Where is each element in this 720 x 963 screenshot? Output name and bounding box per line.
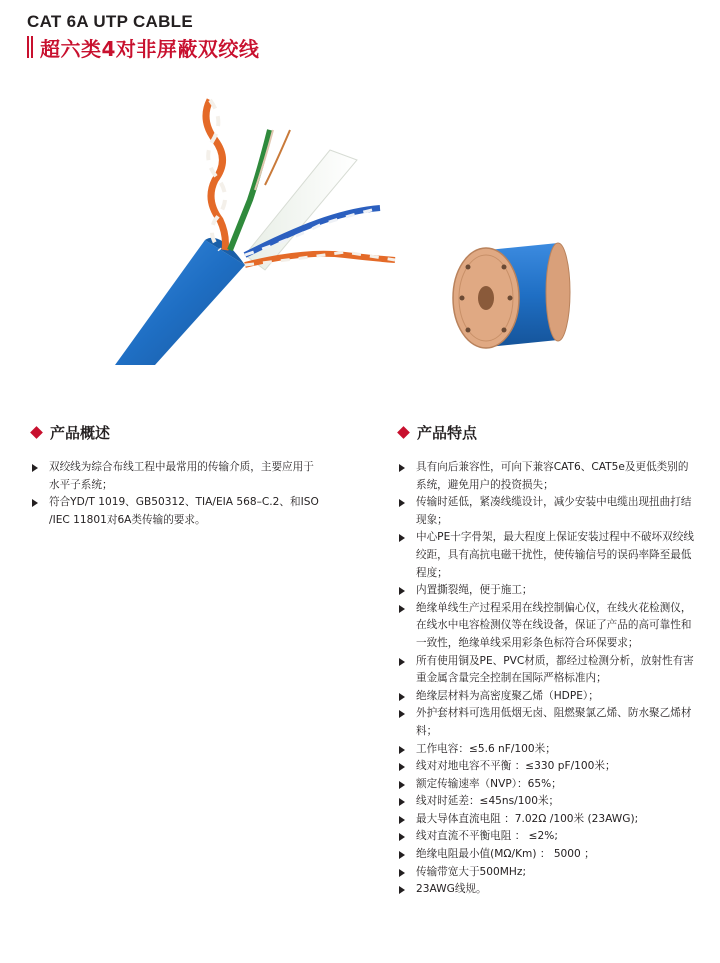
list-item bbox=[399, 828, 695, 846]
list-item bbox=[399, 811, 695, 829]
overview-list bbox=[32, 459, 322, 529]
triangle-bullet-icon bbox=[399, 851, 405, 859]
list-item-text: 最大导体直流电阻 ：7.02Ω /100米 (23AWG); bbox=[416, 812, 639, 825]
list-item-text: 额定传输速率（NVP）：65%； bbox=[416, 777, 562, 790]
triangle-bullet-icon bbox=[399, 464, 405, 472]
title-accent-bar bbox=[27, 36, 29, 58]
title-cn-wrap bbox=[27, 34, 259, 60]
list-item bbox=[399, 793, 695, 811]
triangle-bullet-icon bbox=[399, 763, 405, 771]
features-title: 产品特点 bbox=[417, 423, 478, 442]
title-accent-bar bbox=[31, 36, 33, 58]
list-item-text: 线对对地电容不平衡 ：≤330 pF/100米； bbox=[416, 760, 616, 773]
triangle-bullet-icon bbox=[32, 464, 38, 472]
title-cn: 超六类4对非屏蔽双绞线 bbox=[40, 36, 260, 61]
list-item-text: 双绞线为综合布线工程中最常用的传输介质，主要应用于水平子系统； bbox=[49, 461, 314, 491]
list-item bbox=[399, 688, 695, 706]
triangle-bullet-icon bbox=[399, 833, 405, 841]
list-item-text: 绝缘电阻最小值(MΩ/Km) ： 5000 ； bbox=[416, 848, 595, 861]
triangle-bullet-icon bbox=[399, 534, 405, 542]
list-item-text: 工作电容：≤5.6 nF/100米； bbox=[416, 742, 556, 755]
list-item-text: 具有向后兼容性，可向下兼容CAT6、CAT5e及更低类别的系统，避免用户的投资损失； bbox=[416, 461, 689, 491]
list-item bbox=[399, 846, 695, 864]
triangle-bullet-icon bbox=[399, 693, 405, 701]
title-en: CAT 6A UTP CABLE bbox=[27, 12, 193, 31]
list-item-text: 传输时延低，紧凑线缆设计，减少安装中电缆出现扭曲打结现象； bbox=[416, 496, 692, 526]
triangle-bullet-icon bbox=[399, 587, 405, 595]
features-list bbox=[399, 459, 695, 899]
list-item bbox=[399, 582, 695, 600]
list-item-text: 传输带宽大于500MHz; bbox=[416, 865, 527, 878]
list-item bbox=[399, 494, 695, 529]
cable-reel-image bbox=[448, 235, 578, 360]
list-item-text: 内置撕裂绳，便于施工； bbox=[416, 584, 533, 597]
triangle-bullet-icon bbox=[399, 869, 405, 877]
triangle-bullet-icon bbox=[399, 781, 405, 789]
triangle-bullet-icon bbox=[399, 746, 405, 754]
triangle-bullet-icon bbox=[399, 798, 405, 806]
list-item bbox=[399, 741, 695, 759]
triangle-bullet-icon bbox=[399, 499, 405, 507]
list-item bbox=[32, 494, 322, 529]
list-item-text: 所有使用铜及PE、PVC材质，都经过检测分析，放射性有害重金属含量完全控制在国际严格标准内； bbox=[416, 654, 694, 685]
diamond-icon bbox=[30, 426, 43, 439]
list-item-text: 绝缘层材料为高密度聚乙烯（HDPE）； bbox=[416, 689, 599, 702]
overview-title: 产品概述 bbox=[50, 423, 111, 442]
list-item bbox=[399, 459, 695, 494]
list-item-text: 符合YD/T 1019、GB50312、TIA/EIA 568–C.2、和ISO /IEC 11801对6A类传输的要求。 bbox=[49, 496, 319, 526]
list-item-text: 外护套材料可选用低烟无卤、阻燃聚氯乙烯、防水聚乙烯材料； bbox=[416, 707, 692, 737]
triangle-bullet-icon bbox=[399, 658, 405, 666]
list-item-text: 绝缘单线生产过程采用在线控制偏心仪，在线火花检测仪，在线水中电容检测仪等在线设备，保证了产品的高可靠性和一致性，绝缘单线采用彩条色标符合环保要求； bbox=[416, 601, 692, 649]
features-heading bbox=[397, 421, 477, 443]
triangle-bullet-icon bbox=[399, 816, 405, 824]
triangle-bullet-icon bbox=[32, 499, 38, 507]
list-item-text: 线对时延差：≤45ns/100米； bbox=[416, 795, 560, 808]
overview-heading bbox=[30, 421, 110, 443]
list-item bbox=[399, 864, 695, 882]
list-item bbox=[32, 459, 322, 494]
triangle-bullet-icon bbox=[399, 605, 405, 613]
list-item bbox=[399, 705, 695, 740]
list-item bbox=[399, 600, 695, 653]
list-item bbox=[399, 653, 695, 688]
diamond-icon bbox=[397, 426, 410, 439]
list-item bbox=[399, 881, 695, 899]
list-item-text: 23AWG线规。 bbox=[416, 883, 487, 896]
cable-image bbox=[95, 90, 405, 365]
triangle-bullet-icon bbox=[399, 710, 405, 718]
list-item bbox=[399, 758, 695, 776]
triangle-bullet-icon bbox=[399, 886, 405, 894]
list-item-text: 中心PE十字骨架，最大程度上保证安装过程中不破坏双绞线绞距，具有高抗电磁干扰性，使传输信号的误码率降至最低程度； bbox=[416, 531, 694, 579]
list-item-text: 线对直流不平衡电阻 ： ≤2%; bbox=[416, 830, 558, 843]
list-item bbox=[399, 529, 695, 582]
list-item bbox=[399, 776, 695, 794]
